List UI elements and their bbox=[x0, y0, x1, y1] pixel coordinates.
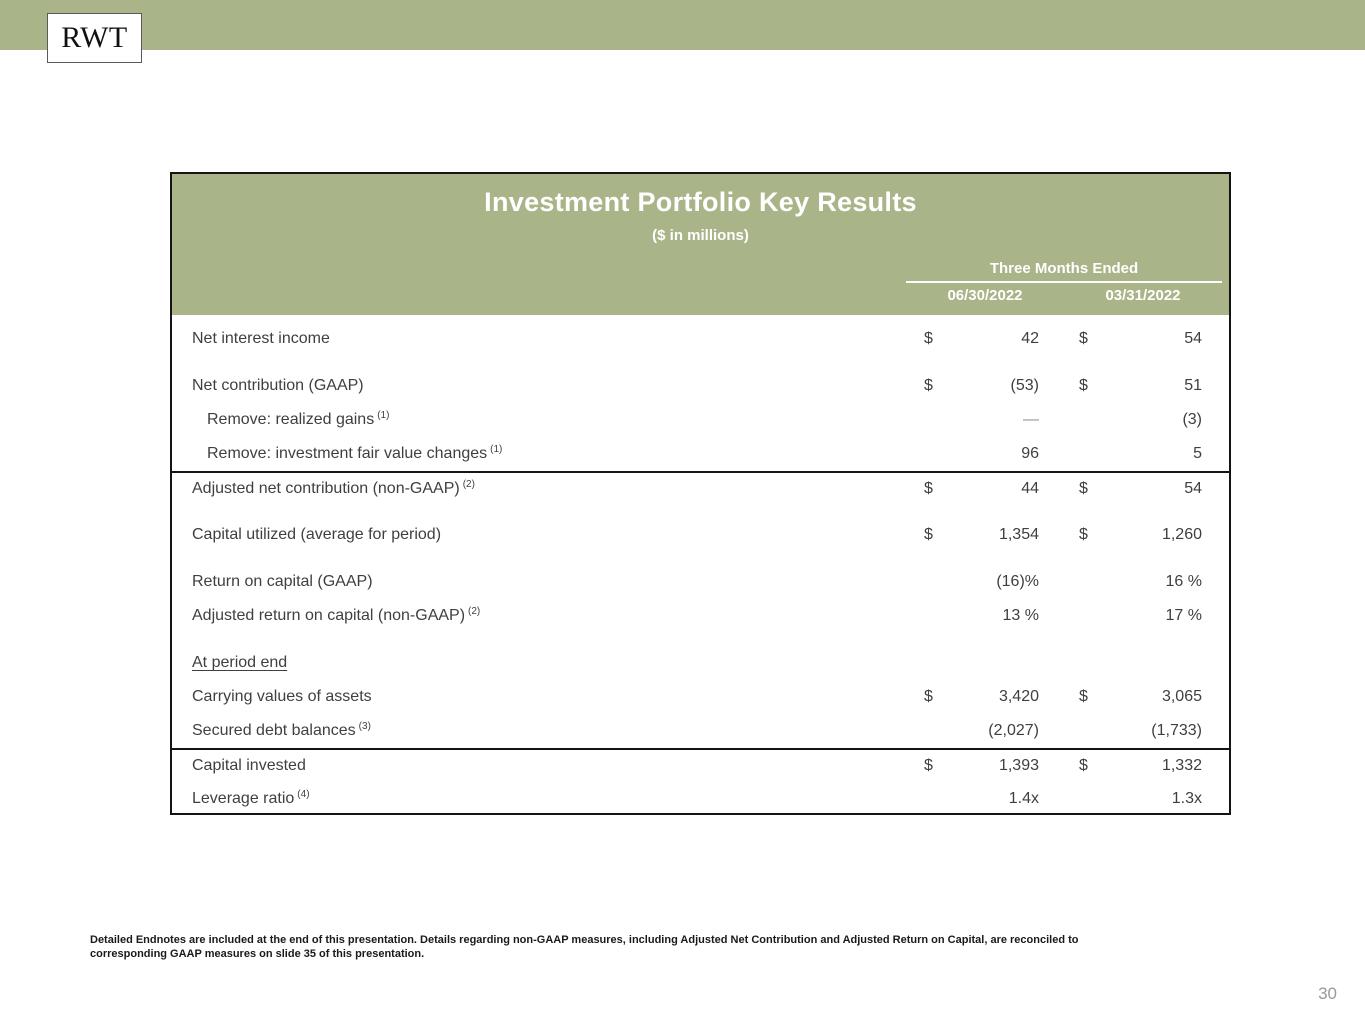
value-cell bbox=[924, 757, 1039, 775]
value-cell bbox=[1079, 445, 1202, 463]
table-row bbox=[172, 748, 1229, 782]
value-cell bbox=[924, 526, 1039, 544]
table-row bbox=[172, 403, 1229, 437]
footnote-reference: (2) bbox=[468, 605, 481, 617]
table-row bbox=[172, 369, 1229, 403]
value-cell bbox=[924, 790, 1039, 808]
row-label: Leverage ratio $^{(4)}$ bbox=[192, 788, 310, 807]
table-subtitle: ($ in millions) bbox=[652, 227, 749, 244]
value-cell bbox=[1079, 722, 1202, 740]
value-cell bbox=[924, 573, 1039, 591]
cell-value: 17 % bbox=[1165, 607, 1202, 624]
cell-value: 1,260 bbox=[1161, 526, 1202, 543]
cell-value: 1,332 bbox=[1161, 757, 1202, 774]
cell-value: 3,065 bbox=[1161, 688, 1202, 705]
footnote-reference: (3) bbox=[358, 720, 371, 732]
value-cell bbox=[1079, 411, 1202, 429]
footnote-reference: (2) bbox=[462, 478, 475, 490]
currency-symbol: $ bbox=[924, 330, 933, 347]
currency-symbol: $ bbox=[1079, 377, 1088, 394]
row-label: Net contribution (GAAP) bbox=[192, 377, 364, 394]
cell-value: 51 bbox=[1184, 377, 1202, 394]
cell-value: 42 bbox=[1021, 330, 1039, 347]
table-row bbox=[172, 782, 1229, 816]
table-row bbox=[172, 599, 1229, 633]
row-label: Return on capital (GAAP) bbox=[192, 573, 373, 590]
cell-value: — bbox=[1023, 411, 1039, 428]
footnote-reference: (4) bbox=[297, 788, 310, 800]
footnote-reference: (1) bbox=[377, 409, 390, 421]
footnote-reference: (1) bbox=[490, 443, 503, 455]
value-cell bbox=[1079, 480, 1202, 498]
cell-value: 44 bbox=[1021, 480, 1039, 497]
value-cell bbox=[1079, 330, 1202, 348]
top-banner bbox=[0, 0, 1365, 50]
currency-symbol: $ bbox=[1079, 688, 1088, 705]
cell-value: 5 bbox=[1193, 445, 1202, 462]
currency-symbol: $ bbox=[924, 757, 933, 774]
column-group-header bbox=[906, 260, 1222, 304]
value-cell bbox=[1079, 688, 1202, 706]
cell-value: 1.3x bbox=[1171, 790, 1202, 807]
value-cell bbox=[1079, 573, 1202, 591]
value-cell bbox=[1079, 757, 1202, 775]
cell-value: 1,354 bbox=[998, 526, 1039, 543]
value-cell bbox=[1079, 377, 1202, 395]
table-row bbox=[172, 680, 1229, 714]
value-cell bbox=[924, 480, 1039, 498]
currency-symbol: $ bbox=[924, 526, 933, 543]
company-logo bbox=[47, 13, 142, 63]
row-label: Capital invested bbox=[192, 757, 306, 774]
cell-value: 13 % bbox=[1002, 607, 1039, 624]
value-cell bbox=[924, 688, 1039, 706]
cell-value: 96 bbox=[1021, 445, 1039, 462]
column-date-headers bbox=[906, 287, 1222, 304]
column-header-date-1: 06/30/2022 bbox=[947, 287, 1023, 304]
value-cell bbox=[1079, 526, 1202, 544]
results-table bbox=[170, 172, 1231, 815]
cell-value: 54 bbox=[1184, 480, 1202, 497]
value-cell bbox=[1079, 790, 1202, 808]
cell-value: (1,733) bbox=[1151, 722, 1202, 739]
value-cell bbox=[924, 411, 1039, 429]
table-row bbox=[172, 437, 1229, 471]
row-label: Net interest income bbox=[192, 330, 330, 347]
page-number: 30 bbox=[1318, 984, 1337, 1003]
currency-symbol: $ bbox=[1079, 330, 1088, 347]
cell-value: 16 % bbox=[1165, 573, 1202, 590]
currency-symbol: $ bbox=[924, 377, 933, 394]
row-label: Remove: realized gains $^{(1)}$ bbox=[207, 409, 390, 428]
row-label: At period end bbox=[192, 654, 288, 671]
table-body bbox=[172, 315, 1229, 816]
currency-symbol: $ bbox=[924, 688, 933, 705]
cell-value: (53) bbox=[1010, 377, 1039, 394]
table-row bbox=[172, 471, 1229, 505]
table-row bbox=[172, 714, 1229, 748]
table-title: Investment Portfolio Key Results bbox=[484, 187, 917, 217]
cell-value: (2,027) bbox=[988, 722, 1039, 739]
row-label: Capital utilized (average for period) bbox=[192, 526, 442, 543]
row-label: Remove: investment fair value changes $^{(1)}$ bbox=[207, 443, 503, 462]
cell-value: 3,420 bbox=[998, 688, 1039, 705]
value-cell bbox=[924, 377, 1039, 395]
row-label: Adjusted return on capital (non-GAAP) $^{(2)}$ bbox=[192, 605, 481, 624]
row-label: Adjusted net contribution (non-GAAP) $^{(2)}$ bbox=[192, 478, 475, 497]
value-cell bbox=[924, 330, 1039, 348]
company-logo-text: RWT bbox=[61, 21, 128, 54]
value-cell bbox=[1079, 607, 1202, 625]
cell-value: 1.4x bbox=[1008, 790, 1039, 807]
table-row bbox=[172, 565, 1229, 599]
currency-symbol: $ bbox=[1079, 757, 1088, 774]
cell-value: (16)% bbox=[996, 573, 1039, 590]
cell-value: (3) bbox=[1182, 411, 1202, 428]
currency-symbol: $ bbox=[924, 480, 933, 497]
column-group-title: Three Months Ended bbox=[906, 260, 1222, 283]
row-label: Secured debt balances $^{(3)}$ bbox=[192, 720, 371, 739]
value-cell bbox=[924, 445, 1039, 463]
table-row bbox=[172, 518, 1229, 552]
table-row bbox=[172, 322, 1229, 356]
currency-symbol: $ bbox=[1079, 480, 1088, 497]
table-header bbox=[172, 174, 1229, 315]
column-header-date-2: 03/31/2022 bbox=[1105, 287, 1181, 304]
table-row bbox=[172, 646, 1229, 680]
row-label: Carrying values of assets bbox=[192, 688, 372, 705]
footnote: Detailed Endnotes are included at the end of this presentation. Details regarding non-GAAP measures, including Adjusted Net Contribution and Adjusted Return on Capital, are reconciled to corresponding GAAP measures on slide 35 of this presentation. bbox=[90, 934, 1079, 960]
value-cell bbox=[924, 607, 1039, 625]
currency-symbol: $ bbox=[1079, 526, 1088, 543]
value-cell bbox=[924, 722, 1039, 740]
cell-value: 54 bbox=[1184, 330, 1202, 347]
cell-value: 1,393 bbox=[998, 757, 1039, 774]
